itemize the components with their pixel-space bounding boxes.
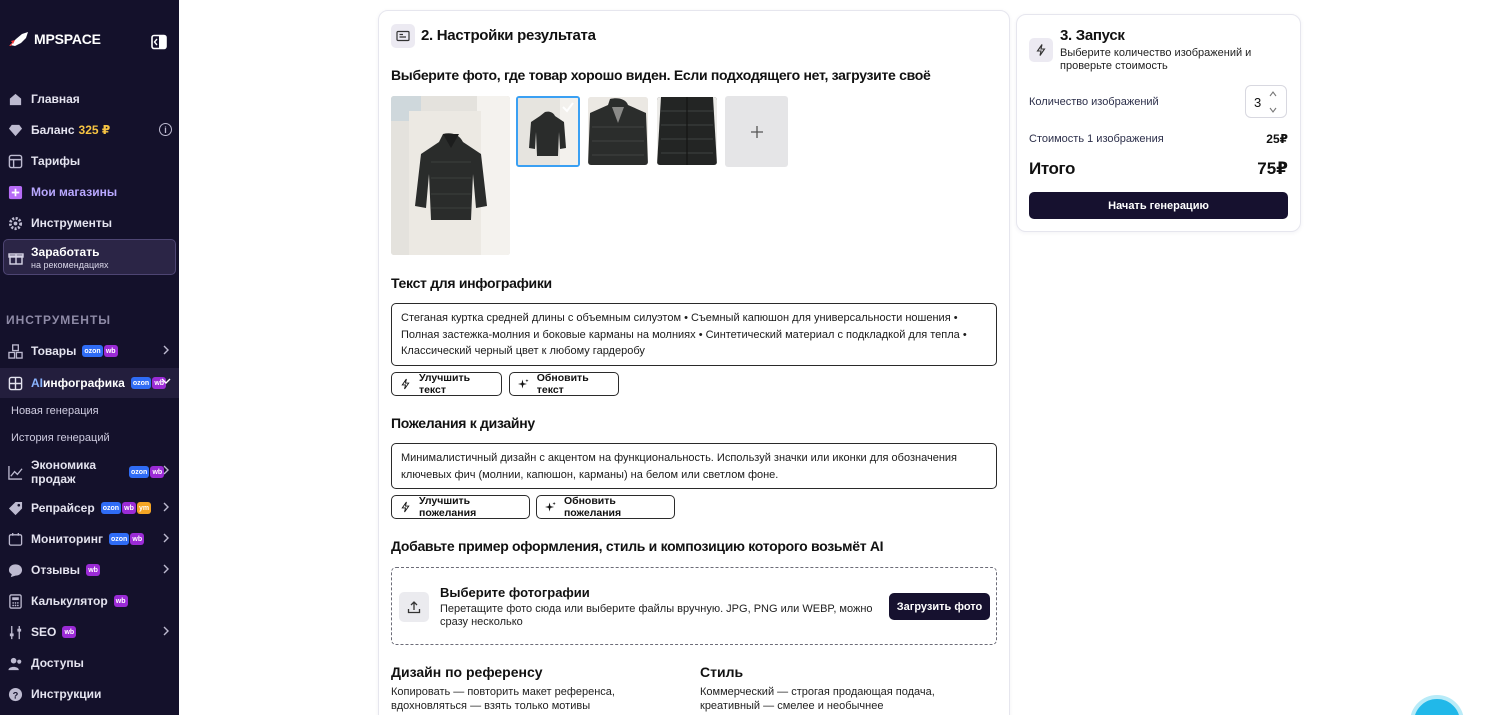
wb-badge: wb <box>150 466 164 478</box>
sidebar-item-label: инфографика <box>43 376 125 390</box>
jacket-photo-image <box>657 97 717 165</box>
sidebar-item-economics[interactable] <box>0 457 179 487</box>
sidebar-item-calculator[interactable] <box>0 587 179 615</box>
diamond-icon <box>7 122 23 138</box>
gift-icon <box>8 250 24 266</box>
upload-photo-button[interactable]: Загрузить фото <box>889 593 990 620</box>
quantity-value: 3 <box>1254 95 1262 110</box>
sidebar-item-label: SEO <box>31 625 57 639</box>
style-desc: Коммерческий — строгая продающая подача, креативный — смелее и необычнее <box>700 686 935 712</box>
launch-section-icon <box>1029 38 1053 62</box>
id-card-icon <box>396 29 410 43</box>
info-icon[interactable]: i <box>159 123 172 136</box>
product-photo-4[interactable] <box>657 97 717 165</box>
ozon-badge: ozon <box>131 377 151 389</box>
sidebar-item-label: Инструменты <box>31 216 113 230</box>
sidebar-item-label: Доступы <box>31 656 84 670</box>
improve-wishes-label: Улучшить пожелания <box>419 495 477 519</box>
chevron-down-icon[interactable] <box>1268 106 1278 114</box>
jacket-photo-image <box>588 97 648 165</box>
sidebar-item-access[interactable] <box>0 649 179 677</box>
lightning-icon <box>400 378 411 390</box>
chevron-right-icon <box>161 465 171 475</box>
sidebar-item-label: Отзывы <box>31 563 81 577</box>
plus-square-icon <box>7 184 23 200</box>
price-per-image-label: Стоимость 1 изображения <box>1029 133 1164 145</box>
collapse-sidebar-icon[interactable] <box>151 34 167 50</box>
chevron-up-icon[interactable] <box>1268 90 1278 98</box>
improve-text-button[interactable] <box>391 372 502 396</box>
product-photo-3[interactable] <box>588 97 648 165</box>
grid-icon <box>7 375 23 391</box>
wb-badge: wb <box>86 564 100 576</box>
marketplace-badges <box>129 466 164 478</box>
chat-bubble-icon <box>7 562 23 578</box>
dropzone-title: Выберите фотографии <box>440 585 590 600</box>
ozon-badge: ozon <box>82 345 102 357</box>
help-icon <box>7 686 23 702</box>
settings-section-icon <box>391 24 415 48</box>
calculator-icon <box>7 593 23 609</box>
product-photo-2[interactable] <box>516 96 580 167</box>
ozon-badge: ozon <box>109 533 129 545</box>
reference-design-title: Дизайн по референсу <box>391 664 543 680</box>
sidebar-item-label: Баланс <box>31 123 75 137</box>
sidebar-item-tariffs[interactable] <box>0 147 179 175</box>
quantity-stepper[interactable] <box>1245 85 1287 118</box>
sparkles-icon <box>545 501 556 513</box>
lightning-icon <box>400 501 411 513</box>
chart-line-icon <box>7 464 23 480</box>
wb-badge: wb <box>152 377 166 389</box>
sidebar-item-products[interactable] <box>0 337 179 365</box>
improve-text-label: Улучшить текст <box>418 372 471 396</box>
ai-prefix: AI <box>31 376 43 390</box>
style-title: Стиль <box>700 664 744 680</box>
sidebar-item-label: Инструкции <box>31 687 102 701</box>
earn-referral-card[interactable] <box>3 239 176 275</box>
sidebar-item-monitoring[interactable] <box>0 525 179 553</box>
total-label: Итого <box>1029 159 1075 178</box>
marketplace-badges <box>101 502 151 514</box>
dropzone-description: Перетащите фото сюда или выберите файлы вручную. JPG, PNG или WEBP, можно сразу несколько <box>440 603 873 628</box>
marketplace-badges <box>82 345 117 357</box>
marketplace-badges <box>114 595 128 607</box>
ozon-badge: ozon <box>129 466 149 478</box>
style-example-label: Добавьте пример оформления, стиль и композицию которого возьмёт AI <box>391 538 884 554</box>
sidebar-item-shops[interactable] <box>0 178 179 206</box>
chevron-right-icon <box>161 533 171 543</box>
tools-section-label: ИНСТРУМЕНТЫ <box>6 313 112 327</box>
design-wishes-input[interactable]: Минималистичный дизайн с акцентом на функциональность. Используй значки или иконки для обозначения ключевых фич (молнии, капюшон, карманы) на белом или светлом фоне. <box>391 443 997 489</box>
improve-wishes-button[interactable] <box>391 495 530 519</box>
sidebar-item-label: Главная <box>31 92 80 106</box>
wb-badge: wb <box>104 345 118 357</box>
reference-design-desc: Копировать — повторить макет референса, вдохновляться — взять только мотивы <box>391 686 615 712</box>
sparkles-icon <box>518 378 529 390</box>
infographic-text-label: Текст для инфографики <box>391 275 552 291</box>
sidebar-item-ai-infographics[interactable] <box>0 368 179 398</box>
sidebar-subitem-new-generation[interactable]: Новая генерация <box>11 405 99 417</box>
marketplace-badges <box>109 533 144 545</box>
start-generation-button[interactable]: Начать генерацию <box>1029 192 1288 219</box>
wb-badge: wb <box>62 626 76 638</box>
sidebar-item-tools[interactable] <box>0 209 179 237</box>
total-value: 75₽ <box>1257 159 1288 178</box>
gear-icon <box>7 215 23 231</box>
chevron-right-icon <box>161 345 171 355</box>
earn-title: Заработать <box>31 245 100 259</box>
earn-subtitle: на рекомендациях <box>31 260 109 270</box>
boxes-icon <box>7 343 23 359</box>
upload-icon <box>399 592 429 622</box>
sidebar-item-home[interactable] <box>0 85 179 113</box>
wb-badge: wb <box>130 533 144 545</box>
home-icon <box>7 91 23 107</box>
sidebar-item-repricer[interactable] <box>0 494 179 522</box>
sliders-icon <box>7 624 23 640</box>
sidebar-item-label: Товары <box>31 344 77 358</box>
sidebar-item-reviews[interactable] <box>0 556 179 584</box>
sidebar-item-label: Экономика продаж <box>31 458 97 486</box>
wb-badge: wb <box>122 502 136 514</box>
quantity-label: Количество изображений <box>1029 96 1159 108</box>
ozon-badge: ozon <box>101 502 121 514</box>
lightning-icon <box>1035 44 1047 56</box>
refresh-text-label: Обновить текст <box>536 372 589 396</box>
sidebar-item-label: Репрайсер <box>31 501 95 515</box>
refresh-wishes-button[interactable] <box>536 495 675 519</box>
sidebar-item-balance[interactable] <box>0 116 179 144</box>
selected-check-icon <box>561 100 575 114</box>
marketplace-badges <box>86 564 100 576</box>
sidebar-subitem-history[interactable]: История генераций <box>11 432 110 444</box>
monitor-icon <box>7 531 23 547</box>
rocket-logo-icon <box>8 31 30 47</box>
refresh-text-button[interactable] <box>509 372 619 396</box>
sidebar-item-label: Мои магазины <box>31 185 118 199</box>
price-per-image-value: 25₽ <box>1266 132 1288 146</box>
sidebar-item-instructions[interactable] <box>0 680 179 708</box>
sidebar-item-label: Тарифы <box>31 154 81 168</box>
launch-subtitle: Выберите количество изображений и проверьте стоимость <box>1060 47 1252 72</box>
sidebar <box>0 0 179 715</box>
sidebar-item-label: Калькулятор <box>31 594 108 608</box>
logo[interactable] <box>8 31 101 47</box>
add-photo-button[interactable] <box>725 96 788 167</box>
tag-icon <box>7 500 23 516</box>
photos-prompt: Выберите фото, где товар хорошо виден. Если подходящего нет, загрузите своё <box>391 67 931 83</box>
chevron-right-icon <box>161 502 171 512</box>
chevron-down-icon <box>161 376 171 386</box>
jacket-photo-image <box>391 96 510 255</box>
infographic-text-input[interactable]: Стеганая куртка средней длины с объемным силуэтом • Съемный капюшон для универсальности ношения • Полная застежка-молния и боковые карманы на молниях • Синтетический материал с подкладкой для тепла • Классический черный цвет к любому гардеробу <box>391 303 997 366</box>
balance-value: 325 ₽ <box>78 123 111 137</box>
sidebar-item-label: Мониторинг <box>31 532 103 546</box>
chevron-right-icon <box>161 626 171 636</box>
logo-text: MPSPACE <box>34 31 101 47</box>
users-icon <box>7 655 23 671</box>
design-wishes-label: Пожелания к дизайну <box>391 415 535 431</box>
plus-icon <box>750 125 764 139</box>
launch-title: 3. Запуск <box>1060 27 1125 44</box>
tariffs-icon <box>7 153 23 169</box>
ym-badge: ym <box>137 502 151 514</box>
wb-badge: wb <box>114 595 128 607</box>
chevron-right-icon <box>161 564 171 574</box>
refresh-wishes-label: Обновить пожелания <box>563 495 622 519</box>
marketplace-badges <box>62 626 76 638</box>
svg-text:?: ? <box>12 689 18 700</box>
sidebar-item-seo[interactable] <box>0 618 179 646</box>
product-photo-1[interactable] <box>391 96 510 255</box>
settings-title: 2. Настройки результата <box>421 27 596 44</box>
